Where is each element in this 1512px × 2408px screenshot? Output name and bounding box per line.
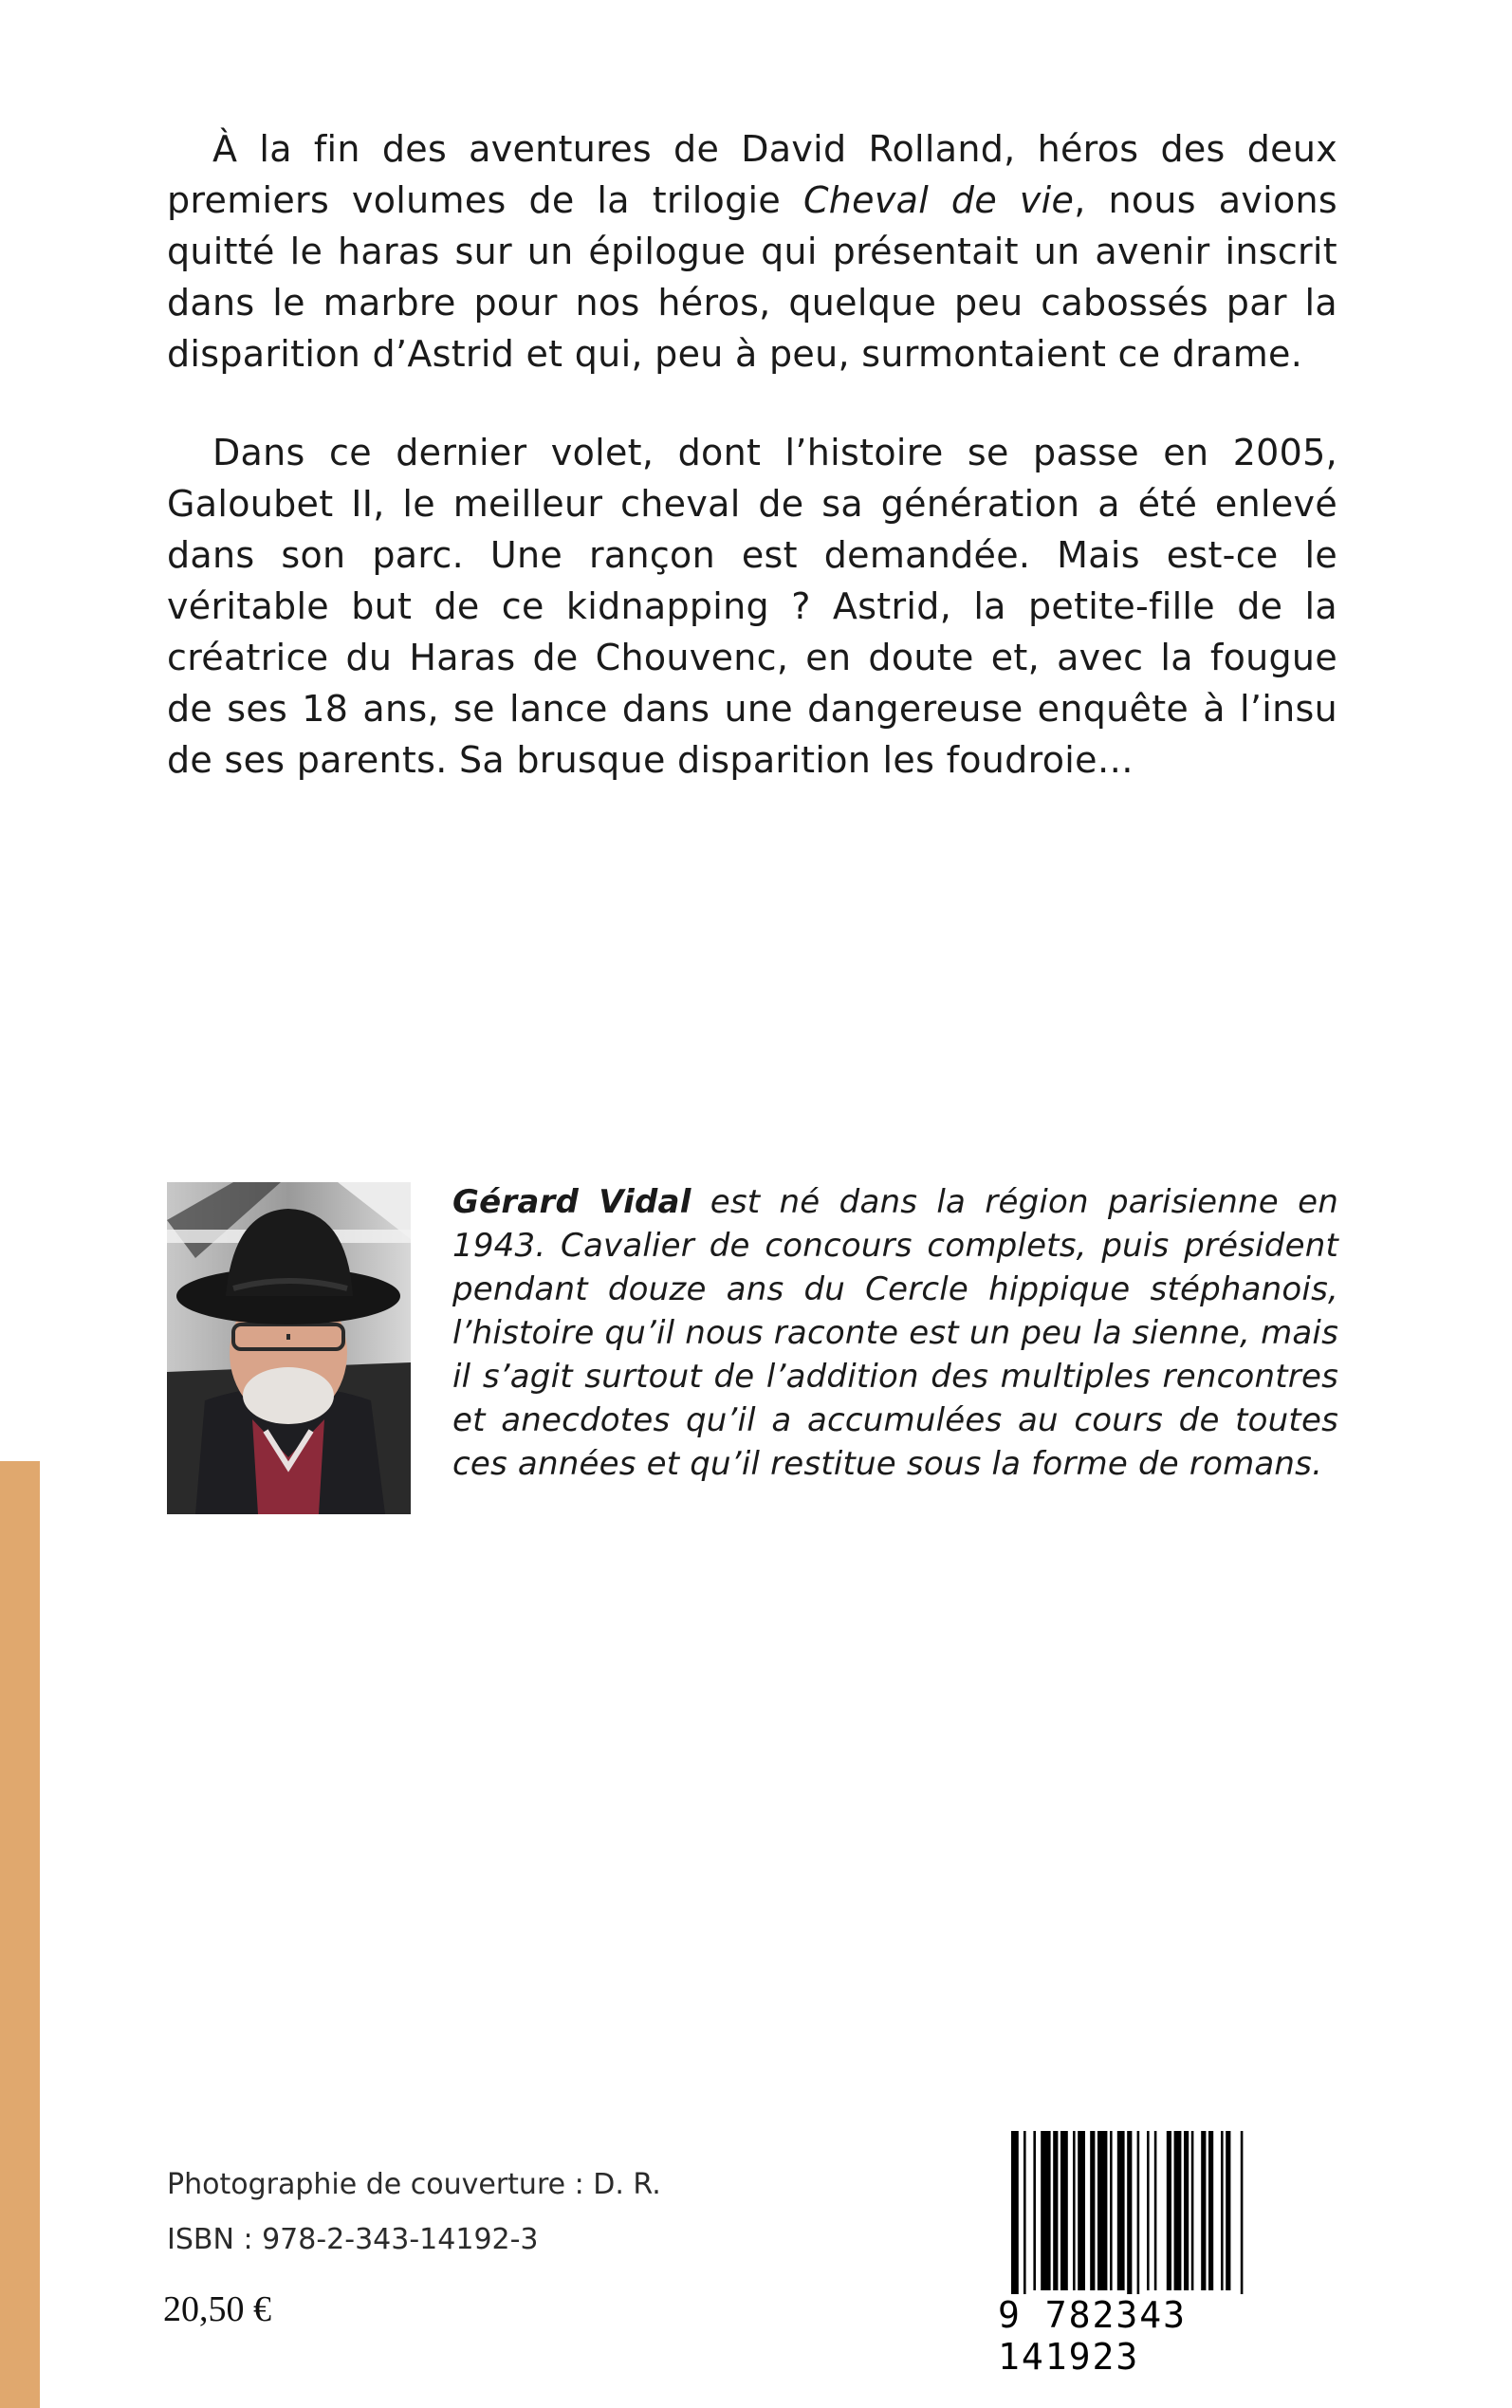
isbn: ISBN : 978-2-343-14192-3 — [167, 2223, 539, 2256]
barcode-bar — [1154, 2131, 1157, 2290]
barcode-bar — [1241, 2131, 1244, 2302]
price: 20,50 € — [163, 2289, 271, 2329]
barcode-bar — [1041, 2131, 1050, 2290]
barcode-bar — [1033, 2131, 1036, 2290]
trilogy-title: Cheval de vie — [802, 179, 1075, 221]
barcode-bar — [1127, 2131, 1132, 2302]
barcode-bar — [1110, 2131, 1113, 2290]
barcode-bar — [1208, 2131, 1213, 2290]
blurb-paragraph-1 — [167, 123, 1337, 380]
blurb-p1-start: À la fin des aventures de David Rolland, héros des deux premiers volumes de la trilogie — [167, 128, 1337, 221]
isbn-barcode — [998, 2131, 1349, 2378]
author-bio-text: est né dans la région parisienne en 1943. Cavalier de concours complets, puis président pendant douze ans du Cercle hippique stéphanois, l’histoire qu’il nous raconte est un peu la sienne, mais il s’agit surtout de l’addition des multiples rencontres et anecdotes qu’il a accumulées au cours de toutes ces années et qu’il restitue sous la forme de romans. — [452, 1183, 1338, 1483]
barcode-bar — [1117, 2131, 1125, 2290]
barcode-bar — [1167, 2131, 1171, 2290]
barcode-bar — [1147, 2131, 1150, 2290]
blurb-paragraph-2: Dans ce dernier volet, dont l’histoire se passe en 2005, Galoubet II, le meilleur cheval de sa génération a été enlevé dans son parc. Une rançon est demandée. Mais est-ce le véritable but de ce kidnapping ? Astrid, la petite-fille de la créatrice du Haras de Chouvenc, en doute et, avec la fougue de ses 18 ans, se lance dans une dangereuse enquête à l’insu de ses parents. Sa brusque disparition les foudroie… — [167, 432, 1337, 781]
blurb-p1-end: , nous avions quitté le haras sur un épilogue qui présentait un avenir inscrit dans le marbre pour nos héros, quelque peu cabossés par la disparition d’Astrid et qui, peu à peu, surmontaient ce drame. — [167, 179, 1337, 375]
barcode-bar — [1053, 2131, 1058, 2290]
barcode-bar — [1073, 2131, 1076, 2290]
barcode-bar — [1137, 2131, 1140, 2302]
barcode-bar — [1226, 2131, 1230, 2290]
credits-block — [167, 2166, 661, 2276]
back-cover-blurb — [167, 123, 1337, 833]
barcode-bar — [1011, 2131, 1019, 2302]
barcode-bars — [998, 2131, 1349, 2302]
author-name: Gérard Vidal — [452, 1183, 691, 1221]
barcode-bar — [1078, 2131, 1085, 2290]
barcode-bar — [1060, 2131, 1068, 2290]
barcode-bar — [1023, 2131, 1026, 2302]
barcode-bar — [1191, 2131, 1194, 2290]
barcode-digits: 9 782343 141923 — [998, 2294, 1349, 2378]
author-biography — [452, 1180, 1338, 1486]
barcode-bar — [1090, 2131, 1095, 2290]
author-photo — [167, 1182, 411, 1514]
spine-color-strip — [0, 1461, 40, 2408]
barcode-bar — [1221, 2131, 1224, 2290]
barcode-bar — [1097, 2131, 1107, 2290]
barcode-bar — [1201, 2131, 1206, 2290]
barcode-bar — [1184, 2131, 1189, 2290]
barcode-bar — [1174, 2131, 1182, 2290]
photo-credit: Photographie de couverture : D. R. — [167, 2168, 661, 2201]
